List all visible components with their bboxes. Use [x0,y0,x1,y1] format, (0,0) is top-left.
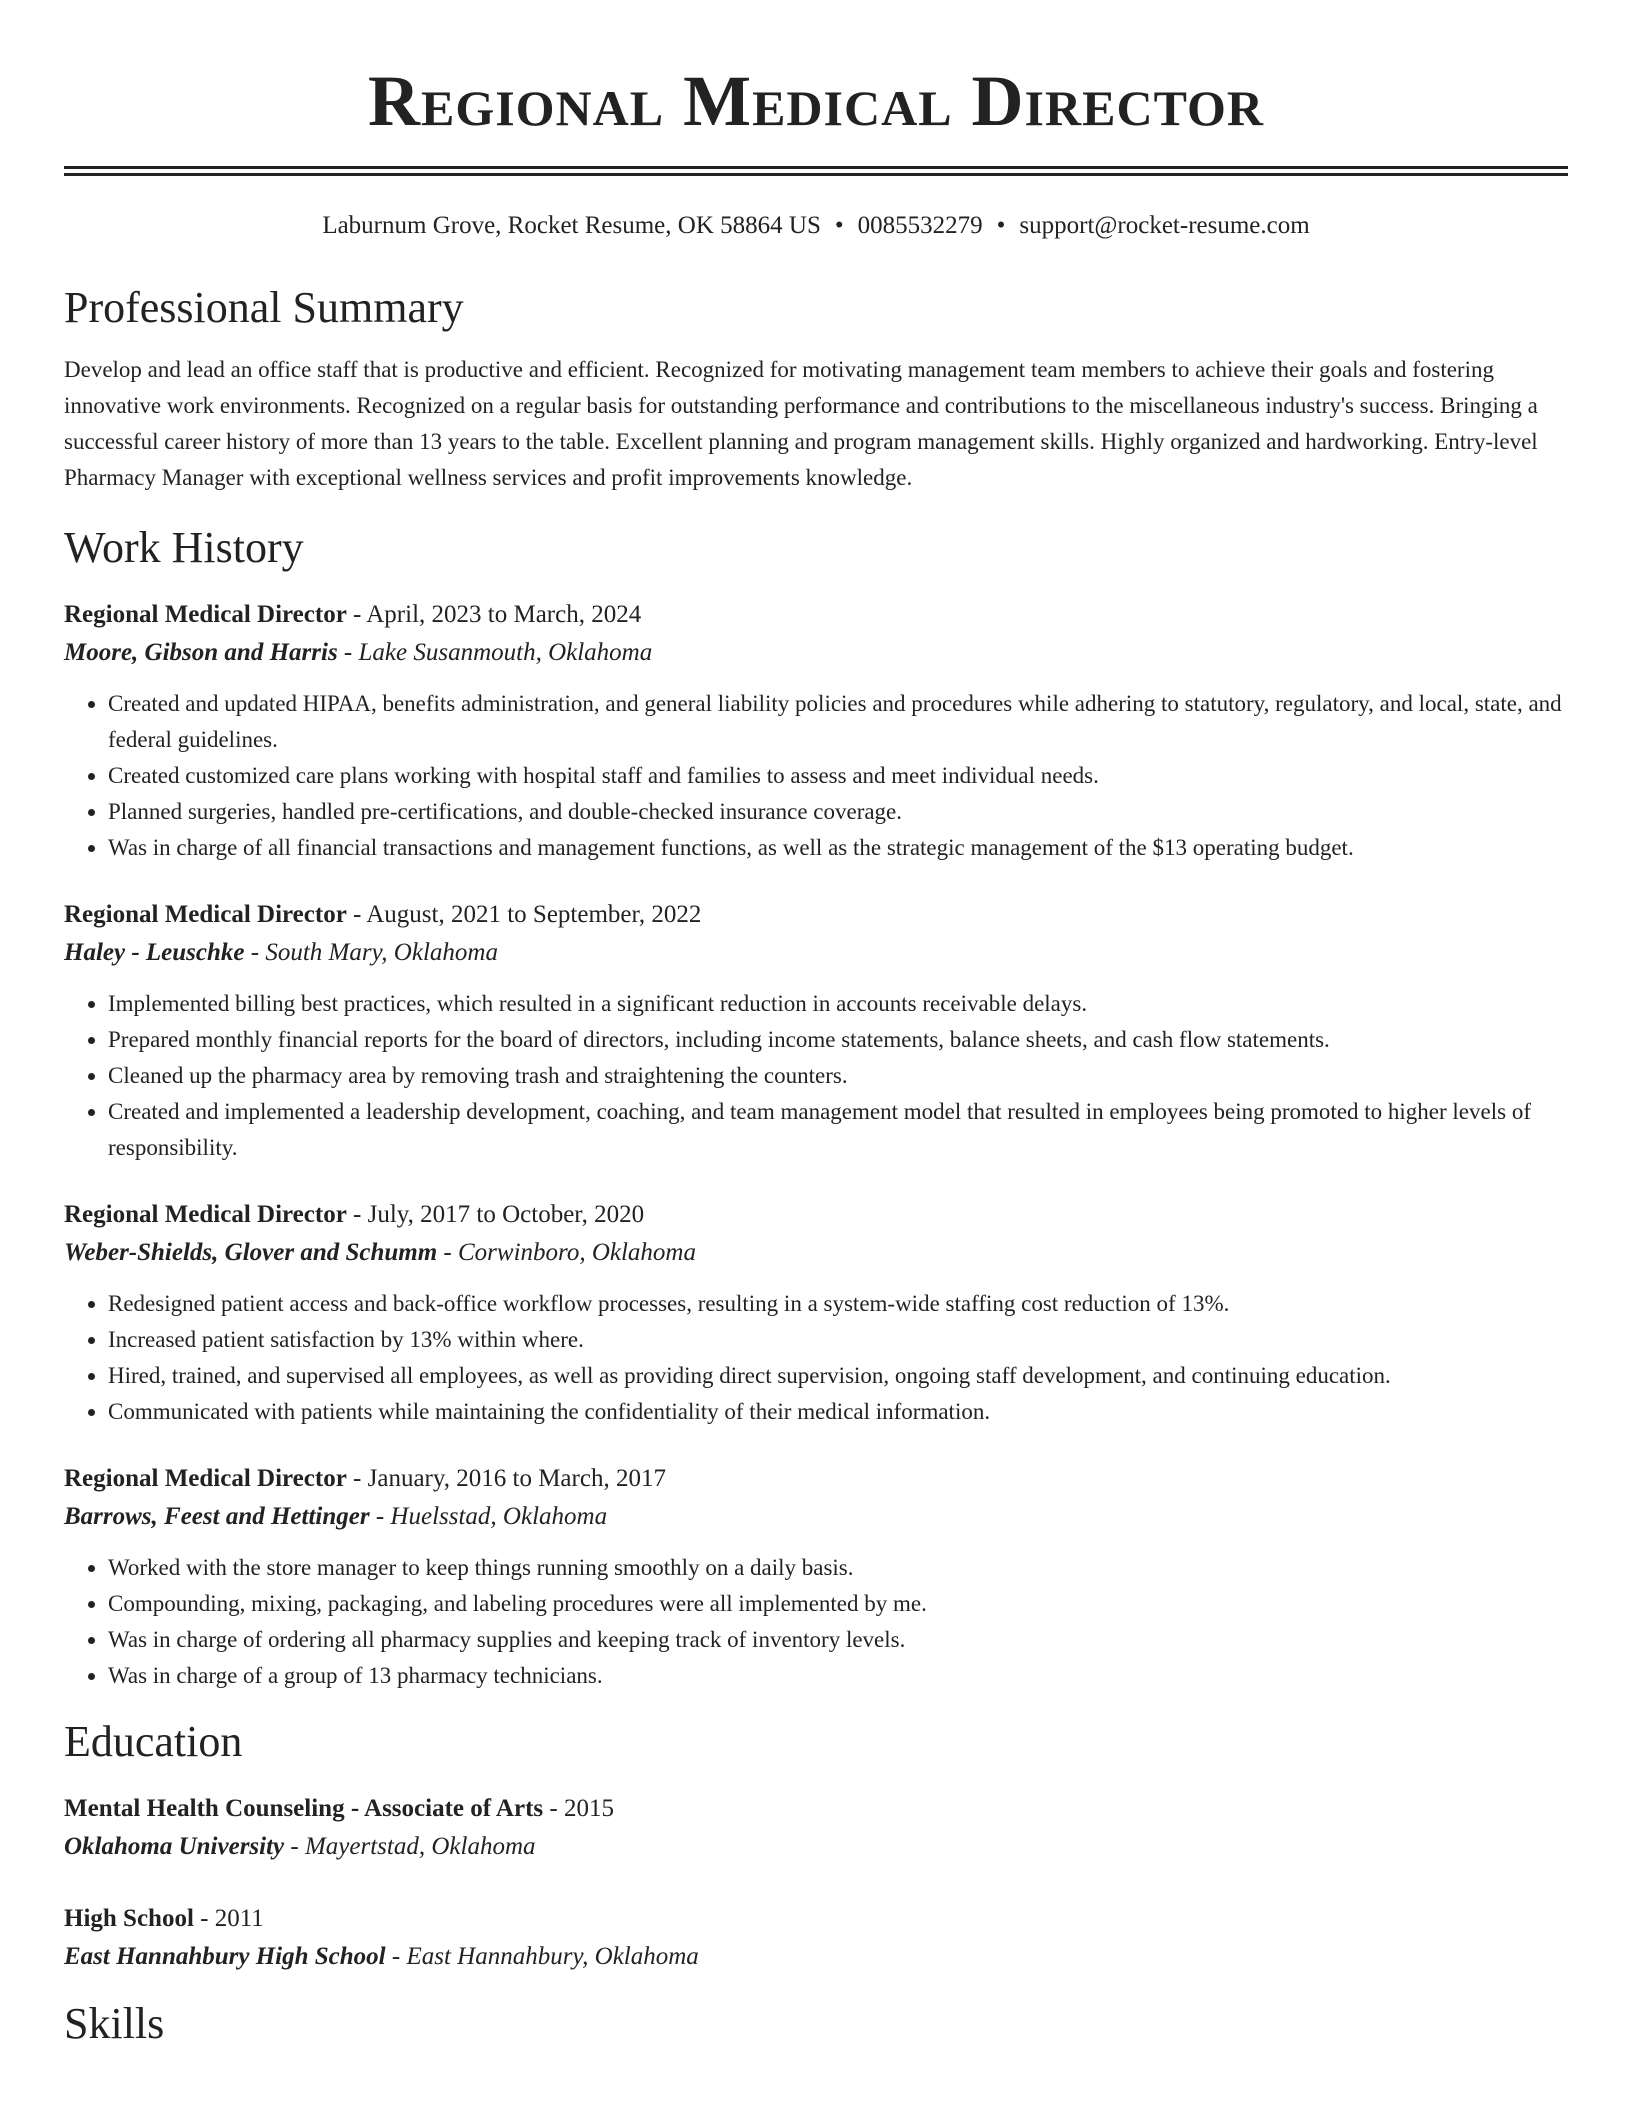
job-location: - South Mary, Oklahoma [244,939,498,966]
education-degree: High School [64,1905,194,1932]
job-location: - Lake Susanmouth, Oklahoma [337,639,653,666]
job-bullets [64,986,1568,1166]
education-degree-line [64,1900,1568,1938]
education-school-line [64,1938,1568,1976]
job-bullet: • Compounding, mixing, packaging, and labeling procedures were all implemented by me. [108,1586,1568,1622]
job-bullet: • Planned surgeries, handled pre-certifications, and double-checked insurance coverage. [108,794,1568,830]
job-bullet: • Communicated with patients while maintaining the confidentiality of their medical information. [108,1394,1568,1430]
job-bullet: • Hired, trained, and supervised all employees, as well as providing direct supervision, ongoing staff development, and continuing education. [108,1358,1568,1394]
job-location: - Huelsstad, Oklahoma [369,1503,608,1530]
job-title: Regional Medical Director [64,1465,347,1492]
job-entry [64,1196,1568,1430]
job-title-line [64,1460,1568,1498]
section-heading-skills: Skills [64,1999,165,2048]
contact-email: support@rocket-resume.com [1019,212,1310,239]
job-entry [64,896,1568,1166]
education-entry [64,1900,1568,1976]
job-bullets [64,686,1568,866]
education-degree-line [64,1790,1568,1828]
job-company: Barrows, Feest and Hettinger [64,1503,370,1530]
job-bullets [64,1550,1568,1694]
job-dates: - January, 2016 to March, 2017 [346,1465,666,1492]
job-company-line [64,1498,1568,1536]
job-location: - Corwinboro, Oklahoma [437,1239,696,1266]
header-double-rule [64,166,1568,176]
job-dates: - July, 2017 to October, 2020 [346,1201,645,1228]
job-company-line [64,934,1568,972]
job-entry [64,1460,1568,1694]
job-bullet: • Created and implemented a leadership development, coaching, and team management model that resulted in employees being promoted to higher levels of responsibility. [108,1094,1568,1166]
education-entry [64,1790,1568,1866]
job-bullet: • Was in charge of ordering all pharmacy supplies and keeping track of inventory levels. [108,1622,1568,1658]
job-bullet: • Was in charge of a group of 13 pharmacy technicians. [108,1658,1568,1694]
job-bullet: • Increased patient satisfaction by 13% within where. [108,1322,1568,1358]
job-bullet: • Created customized care plans working with hospital staff and families to assess and meet individual needs. [108,758,1568,794]
job-bullet: • Prepared monthly financial reports for the board of directors, including income statements, balance sheets, and cash flow statements. [108,1022,1568,1058]
job-bullets [64,1286,1568,1430]
job-company: Moore, Gibson and Harris [64,639,338,666]
job-bullet: • Cleaned up the pharmacy area by removing trash and straightening the counters. [108,1058,1568,1094]
job-dates: - August, 2021 to September, 2022 [346,901,702,928]
section-heading-education: Education [64,1717,243,1766]
job-company-line [64,1234,1568,1272]
job-title-line [64,896,1568,934]
job-entry [64,596,1568,866]
job-title-line [64,596,1568,634]
job-dates: - April, 2023 to March, 2024 [346,601,642,628]
job-bullet: • Implemented billing best practices, which resulted in a significant reduction in accounts receivable delays. [108,986,1568,1022]
education-year: - 2015 [543,1795,614,1822]
contact-separator: • [834,212,844,239]
job-company: Weber-Shields, Glover and Schumm [64,1239,438,1266]
job-bullet: • Worked with the store manager to keep things running smoothly on a daily basis. [108,1550,1568,1586]
summary-text: Develop and lead an office staff that is productive and efficient. Recognized for motivating management team members to achieve their goals and fostering innovative work environments. Recognized on a regular basis for outstanding performance and contributions to the miscellaneous industry's success. Bringing a successful career history of more than 13 years to the table. Excellent planning and program management skills. Highly organized and hardworking. Entry-level Pharmacy Manager with exceptional wellness services and profit improvements knowledge. [64,357,1538,490]
job-title: Regional Medical Director [64,601,347,628]
job-bullet: • Was in charge of all financial transactions and management functions, as well as the strategic management of the $13 operating budget. [108,830,1568,866]
job-title: Regional Medical Director [64,901,347,928]
contact-separator: • [996,212,1006,239]
section-heading-work-history: Work History [64,523,304,572]
job-bullet: • Redesigned patient access and back-office workflow processes, resulting in a system-wide staffing cost reduction of 13%. [108,1286,1568,1322]
job-bullet: • Created and updated HIPAA, benefits administration, and general liability policies and procedures while adhering to statutory, regulatory, and local, state, and federal guidelines. [108,686,1568,758]
education-school-line [64,1828,1568,1866]
job-company-line [64,634,1568,672]
job-company: Haley - Leuschke [64,939,245,966]
contact-line [64,210,1568,242]
resume-name-title: Regional Medical Director [367,61,1265,141]
education-year: - 2011 [193,1905,264,1932]
education-location: - Mayertstad, Oklahoma [284,1833,536,1860]
job-title-line [64,1196,1568,1234]
education-degree: Mental Health Counseling - Associate of Arts [64,1795,544,1822]
contact-address: Laburnum Grove, Rocket Resume, OK 58864 US [322,212,821,239]
job-title: Regional Medical Director [64,1201,347,1228]
education-school: Oklahoma University [64,1833,285,1860]
education-school: East Hannahbury High School [64,1943,386,1970]
section-heading-summary: Professional Summary [64,283,464,332]
education-location: - East Hannahbury, Oklahoma [385,1943,699,1970]
contact-phone: 0085532279 [857,212,983,239]
